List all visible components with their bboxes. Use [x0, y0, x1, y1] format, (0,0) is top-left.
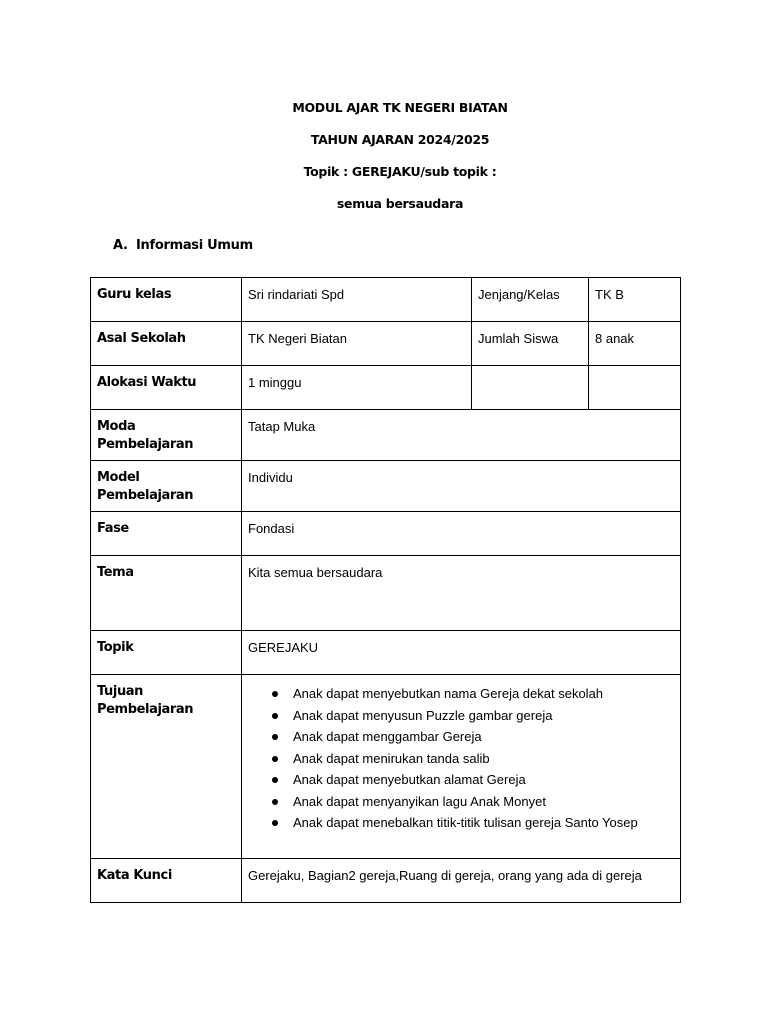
value-moda-pembelajaran: Tatap Muka: [242, 410, 681, 461]
label-jenjang-kelas: Jenjang/Kelas: [472, 278, 589, 322]
label-guru-kelas: Guru kelas: [91, 278, 242, 322]
academic-year: TAHUN AJARAN 2024/2025: [310, 132, 490, 147]
table-row: [91, 859, 681, 903]
value-guru-kelas: Sri rindariati Spd: [242, 278, 472, 322]
table-row: [91, 512, 681, 556]
section-number: A.: [113, 238, 128, 253]
subtopic-line: semua bersaudara: [336, 196, 464, 211]
list-item: Anak dapat menggambar Gereja: [293, 726, 674, 748]
label-tujuan-pembelajaran: Tujuan Pembelajaran: [91, 675, 242, 859]
value-alokasi-waktu: 1 minggu: [242, 366, 472, 410]
module-title: MODUL AJAR TK NEGERI BIATAN: [292, 100, 508, 115]
value-topik: GEREJAKU: [242, 631, 681, 675]
label-kata-kunci: Kata Kunci: [91, 859, 242, 903]
section-heading: [113, 238, 253, 253]
table-row: [91, 322, 681, 366]
topic-line: Topik : GEREJAKU/sub topik :: [303, 164, 497, 179]
label-topik: Topik: [91, 631, 242, 675]
value-model-pembelajaran: Individu: [242, 461, 681, 512]
value-tema: Kita semua bersaudara: [242, 556, 681, 631]
label-fase: Fase: [91, 512, 242, 556]
table-row: [91, 461, 681, 512]
section-title: Informasi Umum: [136, 238, 253, 253]
value-jenjang-kelas: TK B: [589, 278, 681, 322]
value-asal-sekolah: TK Negeri Biatan: [242, 322, 472, 366]
table-row: [91, 675, 681, 859]
list-item: Anak dapat menyusun Puzzle gambar gereja: [293, 705, 674, 727]
empty-cell: [472, 366, 589, 410]
value-fase: Fondasi: [242, 512, 681, 556]
list-item: Anak dapat menirukan tanda salib: [293, 748, 674, 770]
label-model-pembelajaran: Model Pembelajaran: [91, 461, 242, 512]
document-title-block: [0, 92, 768, 220]
value-tujuan-pembelajaran: [242, 675, 681, 859]
table-row: [91, 556, 681, 631]
table-row: [91, 631, 681, 675]
list-item: Anak dapat menyebutkan alamat Gereja: [293, 769, 674, 791]
list-item: Anak dapat menyebutkan nama Gereja dekat sekolah: [293, 683, 674, 705]
value-kata-kunci: Gerejaku, Bagian2 gereja,Ruang di gereja, orang yang ada di gereja: [242, 859, 681, 903]
list-item: Anak dapat menyanyikan lagu Anak Monyet: [293, 791, 674, 813]
list-item: Anak dapat menebalkan titik-titik tulisan gereja Santo Yosep: [293, 812, 674, 834]
label-moda-pembelajaran: Moda Pembelajaran: [91, 410, 242, 461]
general-info-table: [90, 277, 681, 903]
table-row: [91, 366, 681, 410]
table-row: [91, 410, 681, 461]
label-asal-sekolah: Asal Sekolah: [91, 322, 242, 366]
empty-cell: [589, 366, 681, 410]
value-jumlah-siswa: 8 anak: [589, 322, 681, 366]
label-tema: Tema: [91, 556, 242, 631]
learning-goals-list: [248, 683, 674, 834]
label-alokasi-waktu: Alokasi Waktu: [91, 366, 242, 410]
label-jumlah-siswa: Jumlah Siswa: [472, 322, 589, 366]
table-row: [91, 278, 681, 322]
